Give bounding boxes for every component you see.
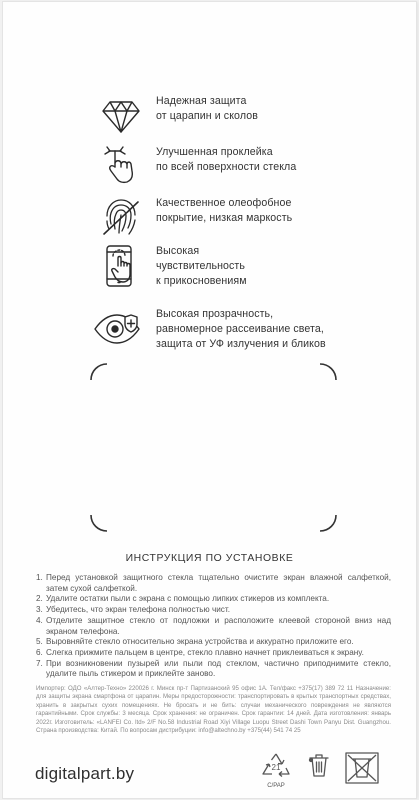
instruction-step [36, 616, 391, 637]
instructions-title: ИНСТРУКЦИЯ ПО УСТАНОВКЕ [125, 553, 294, 564]
feature-line: защита от УФ излучения и бликов [156, 338, 326, 350]
instruction-step [36, 648, 391, 659]
step-number: 7. [36, 658, 43, 668]
feature-line: Улучшенная проклейка [156, 146, 273, 158]
step-number: 6. [36, 647, 43, 657]
phone-touch-icon [101, 244, 141, 292]
step-text: При возникновении пузырей или пыли под стеклом, частично приподнимите стекло, удалите пыль стикером и приклейте заново. [46, 658, 391, 679]
diamond-icon [101, 94, 141, 138]
feature-full-adhesion [101, 145, 401, 195]
feature-sensitivity [101, 244, 401, 300]
instruction-step [36, 573, 391, 594]
window-corner-top-left [89, 362, 109, 382]
feature-line: Качественное олеофобное [156, 197, 292, 209]
feature-oleophobic [101, 196, 401, 246]
instructions-list [36, 573, 391, 680]
brand-name: digitalpart.by [35, 764, 135, 783]
eye-shield-icon [93, 307, 141, 351]
instruction-step [36, 605, 391, 616]
step-number: 3. [36, 605, 43, 615]
step-number: 4. [36, 615, 43, 625]
step-text: Удалите остатки пыли с экрана с помощью липких стикеров из комплекта. [46, 594, 330, 604]
feature-scratch-protection [101, 94, 401, 144]
recycle-number: 21 [271, 763, 281, 772]
feature-line: по всей поверхности стекла [156, 161, 297, 173]
window-corner-top-right [318, 362, 338, 382]
feature-line: равномерное рассеивание света, [156, 323, 324, 335]
step-number: 2. [36, 594, 43, 604]
trash-bin-icon [306, 752, 332, 782]
step-text: Перед установкой защитного стекла тщательно очистите экран влажной салфеткой, затем сухой салфеткой. [46, 573, 391, 593]
step-text: Слегка прижмите пальцем в центре, стекло плавно начнет приклеиваться к экрану. [46, 647, 364, 657]
no-glass-disposal-icon [345, 752, 379, 784]
feature-line: Высокая прозрачность, [156, 308, 274, 320]
feature-line: к прикосновениям [156, 275, 247, 287]
window-corner-bottom-right [318, 513, 338, 533]
recycle-icon [261, 752, 291, 778]
feature-line: Надежная защита [156, 95, 247, 107]
feature-line: от царапин и сколов [156, 110, 258, 122]
step-text: Выровняйте стекло относительно экрана устройства и аккуратно приложите его. [46, 637, 354, 647]
recycle-mark [261, 752, 291, 790]
step-number: 5. [36, 637, 43, 647]
fingerprint-icon [101, 196, 141, 240]
window-corner-bottom-left [89, 513, 109, 533]
instruction-step [36, 659, 391, 680]
feature-line: покрытие, низкая маркость [156, 212, 293, 224]
step-text: Убедитесь, что экран телефона полностью чист. [46, 605, 231, 615]
hand-swipe-icon [101, 145, 141, 189]
instruction-step [36, 637, 391, 648]
recycle-code: C/PAP [267, 783, 285, 789]
instruction-step [36, 594, 391, 605]
step-text: Отделите защитное стекло от подложки и расположите клеевой стороной вниз над экраном телефона. [46, 615, 391, 636]
legal-info: Импортер: ОДО «Алтер-Техно» 220026 г. Минск пр-т Партизанский 95 офис 1А. Тел/факс +375(17) 389 72 11 Назначение: для защиты экрана смартфона от царапин. Меры предосторожности: транспортировать в крытых транспортных средствах, хранить в закрытых сухих помещениях. Не бросать и не бить: случаи механического повреждения не являются гарантийными. Срок службы: 3 месяца. Срок хранения: не ограничен. Срок гарантии: 14 дней. Дата изготовления: январь 2022г. Изготовитель: «LANFEI Co. ltd» 2/F No.58 Industrial Road Xiyi Village Luopu Street Dashi Town Panyu Dist. Guangzhou. Страна производства: Китай. По вопросам дистрибуции: info@altechno.by +375(44) 541 74 25 [36, 685, 391, 735]
step-number: 1. [36, 573, 43, 582]
feature-line: чувствительность [156, 260, 246, 272]
package-card [3, 2, 416, 798]
feature-transparency [93, 307, 403, 357]
feature-line: Высокая [156, 245, 200, 257]
